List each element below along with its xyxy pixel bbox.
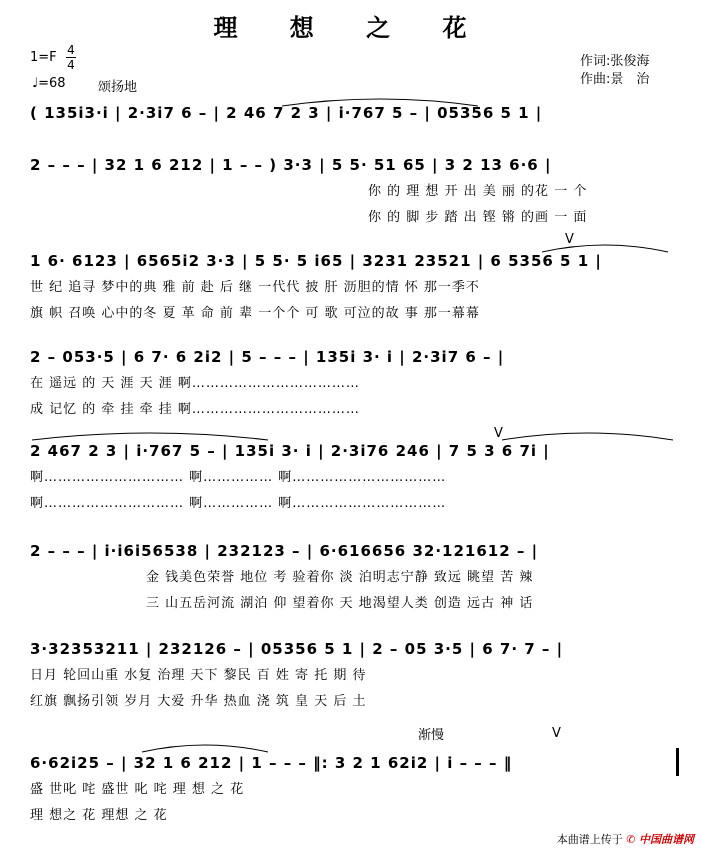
lyric-line-1: 盛 世叱 咤 盛世 叱 咤 理 想 之 花 — [30, 782, 245, 797]
breath-mark: V — [565, 232, 574, 247]
slur-mark — [540, 242, 670, 254]
notation-line: 2 – – – | 32 1 6 212 | 1 – – ) 3·3 | 5 5· 51 65 | 3 2 13 6·6 | — [30, 156, 552, 174]
lyric-line-1: 日月 轮回山重 水复 治理 天下 黎民 百 姓 寄 托 期 待 — [30, 668, 367, 683]
notation-line: 6·62i25 – | 32 1 6 212 | 1 – – – ‖: 3 2 1 62i2 | i – – – ‖ — [30, 754, 513, 772]
slur-mark — [500, 430, 675, 442]
notation-line: 2 467 2 3 | i·767 5 – | 135i 3· i | 2·3i76 246 | 7 5 3 6 7i | — [30, 442, 550, 460]
score-title: 理 想 之 花 — [213, 13, 489, 42]
time-signature — [66, 44, 76, 71]
lyric-line-2: 理 想之 花 理想 之 花 — [30, 808, 168, 823]
ritardando-marking: 渐慢 — [418, 728, 445, 743]
lyric-line-1: 在 遥远 的 天 涯 天 涯 啊……………………………… — [30, 376, 360, 391]
notation-line: 2 – 053·5 | 6 7· 6 2i2 | 5 – – – | 135i 3· i | 2·3i7 6 – | — [30, 348, 505, 366]
slur-mark — [280, 96, 480, 108]
lyric-line-2: 旗 帜 召唤 心中的冬 夏 革 命 前 辈 一个个 可 歌 可泣的故 事 那一幕幕 — [30, 306, 480, 321]
notation-line: 3·32353211 | 232126 – | 05356 5 1 | 2 – 05 3·5 | 6 7· 7 – | — [30, 640, 564, 658]
notation-line: ( 135i3·i | 2·3i7 6 – | 2 46 7 2 3 | i·767 5 – | 05356 5 1 | — [30, 104, 543, 122]
lyric-line-2: 红旗 飘扬引领 岁月 大爱 升华 热血 浇 筑 皇 天 后 土 — [30, 694, 367, 709]
lyric-line-1: 金 钱美色荣誉 地位 考 验着你 淡 泊明志宁静 致远 眺望 苦 辣 — [146, 570, 534, 585]
composer-credit: 作曲:景 治 — [580, 72, 650, 87]
time-signature-top: 4 — [67, 43, 75, 57]
lyric-line-1: 你 的 理 想 开 出 美 丽 的花 一 个 — [368, 184, 588, 199]
lyric-line-2: 成 记忆 的 牵 挂 牵 挂 啊……………………………… — [30, 402, 360, 417]
source-credit-text: 本曲谱上传于 — [556, 833, 623, 846]
source-brand: 中国曲谱网 — [639, 833, 694, 846]
time-signature-bottom: 4 — [67, 58, 75, 72]
slur-mark — [30, 430, 270, 442]
notation-line: 2 – – – | i·i6i56538 | 232123 – | 6·616656 32·121612 – | — [30, 542, 539, 560]
lyric-line-2: 啊………………………… 啊…………… 啊…………………………… — [30, 496, 447, 511]
lyric-line-1: 啊………………………… 啊…………… 啊…………………………… — [30, 470, 447, 485]
tempo-marking: ♩=68 — [32, 76, 66, 91]
breath-mark: V — [494, 426, 503, 441]
site-logo-icon: ✆ — [626, 833, 636, 846]
source-credit — [557, 831, 694, 847]
slur-mark — [140, 742, 270, 754]
breath-mark: V — [552, 726, 561, 741]
lyric-line-1: 世 纪 追寻 梦中的典 雅 前 赴 后 继 一代代 披 肝 沥胆的情 怀 那一季不 — [30, 280, 480, 295]
lyricist-credit: 作词:张俊海 — [580, 54, 650, 69]
lyric-line-2: 你 的 脚 步 踏 出 铿 锵 的画 一 面 — [368, 210, 588, 225]
expression-marking: 颂扬地 — [98, 80, 138, 95]
notation-line: 1 6· 6123 | 6565i2 3·3 | 5 5· 5 i65 | 3231 23521 | 6 5356 5 1 | — [30, 252, 602, 270]
final-barline — [676, 748, 679, 776]
lyric-line-2: 三 山五岳河流 湖泊 仰 望着你 天 地渴望人类 创造 远古 神 话 — [146, 596, 534, 611]
key-signature: 1=F — [30, 50, 57, 65]
